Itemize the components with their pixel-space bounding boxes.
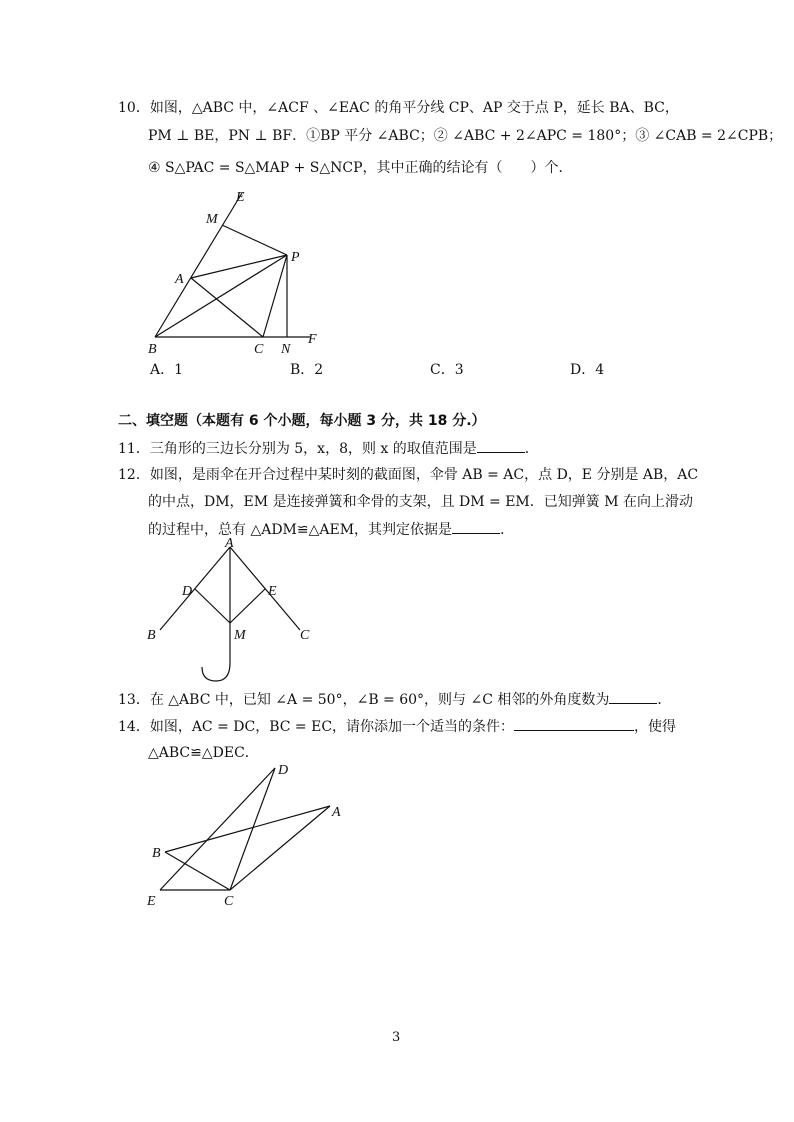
q11-text: 11．三角形的三边长分别为 5，x，8，则 x 的取值范围是 bbox=[118, 441, 477, 457]
label-N: N bbox=[281, 342, 291, 357]
label-C: C bbox=[224, 894, 234, 909]
q14-line1-end: ，使得 bbox=[634, 719, 677, 735]
q12-line3-text: 的过程中，总有 △ADM≌△AEM，其判定依据是 bbox=[148, 522, 453, 538]
q11-answer-blank[interactable] bbox=[477, 438, 525, 453]
q14-line1 bbox=[118, 716, 676, 737]
label-M: M bbox=[234, 628, 246, 643]
rib-AC bbox=[230, 547, 300, 630]
q10-option-b: B．2 bbox=[290, 362, 324, 378]
q13 bbox=[118, 689, 671, 710]
label-A: A bbox=[175, 272, 184, 287]
label-E: E bbox=[147, 894, 156, 909]
line-BA bbox=[165, 806, 330, 852]
label-F: F bbox=[308, 332, 317, 347]
q11 bbox=[118, 438, 539, 459]
label-M: M bbox=[206, 212, 218, 227]
q13-text: 13．在 △ABC 中，已知 ∠A = 50°，∠B = 60°，则与 ∠C 相邻的外角度数为 bbox=[118, 692, 610, 708]
label-A: A bbox=[225, 536, 234, 551]
q14-text: 14．如图，AC = DC，BC = EC，请你添加一个适当的条件： bbox=[118, 719, 515, 735]
label-B: B bbox=[147, 628, 156, 643]
q14-answer-blank[interactable] bbox=[514, 716, 634, 731]
strut-DM bbox=[195, 589, 230, 623]
label-C: C bbox=[300, 628, 310, 643]
line-MP bbox=[222, 225, 287, 255]
label-E: E bbox=[236, 190, 245, 205]
label-B: B bbox=[152, 846, 161, 861]
q12-answer-blank[interactable] bbox=[452, 519, 500, 534]
label-A: A bbox=[332, 805, 341, 820]
label-B: B bbox=[148, 342, 157, 357]
q10-option-a: A．1 bbox=[150, 362, 184, 378]
q13-end: ． bbox=[657, 692, 672, 708]
label-C: C bbox=[254, 342, 264, 357]
q10-option-d: D．4 bbox=[570, 362, 605, 378]
page-number: 3 bbox=[392, 1030, 401, 1045]
handle bbox=[202, 663, 230, 681]
section-title: 二、填空题（本题有 6 个小题，每小题 3 分，共 18 分.） bbox=[118, 413, 486, 429]
line-AP bbox=[191, 255, 287, 278]
q12-line2: 的中点，DM，EM 是连接弹簧和伞骨的支架，且 DM = EM．已知弹簧 M 在向上滑动 bbox=[148, 494, 693, 510]
q10-line2: PM ⊥ BE，PN ⊥ BF．①BP 平分 ∠ABC；② ∠ABC + 2∠APC = 180°；③ ∠CAB = 2∠CPB； bbox=[148, 128, 783, 144]
line-BC bbox=[165, 852, 230, 890]
line-ED bbox=[160, 768, 275, 890]
q12-umbrella-figure bbox=[140, 535, 320, 685]
label-P: P bbox=[291, 250, 300, 265]
q10-option-c: C．3 bbox=[430, 362, 464, 378]
q12-line1: 12．如图，是雨伞在开合过程中某时刻的截面图，伞骨 AB = AC，点 D，E 分别是 AB，AC bbox=[118, 467, 699, 483]
line-BE bbox=[155, 193, 242, 337]
q10-figure bbox=[140, 185, 340, 360]
q10-line3: ④ S△PAC = S△MAP + S△NCP，其中正确的结论有（ ）个． bbox=[148, 160, 573, 176]
label-E: E bbox=[268, 584, 277, 599]
label-D: D bbox=[278, 763, 289, 778]
q14-line2: △ABC≌△DEC． bbox=[148, 745, 259, 761]
q10-line1: 10．如图，△ABC 中，∠ACF 、∠EAC 的角平分线 CP、AP 交于点 P，延长 BA、BC， bbox=[118, 100, 679, 116]
rib-AB bbox=[160, 547, 230, 630]
q11-end: ． bbox=[524, 441, 539, 457]
q13-answer-blank[interactable] bbox=[609, 689, 657, 704]
q12-end: ． bbox=[500, 522, 515, 538]
label-D: D bbox=[182, 584, 193, 599]
q14-figure bbox=[140, 760, 350, 910]
strut-EM bbox=[230, 589, 265, 623]
